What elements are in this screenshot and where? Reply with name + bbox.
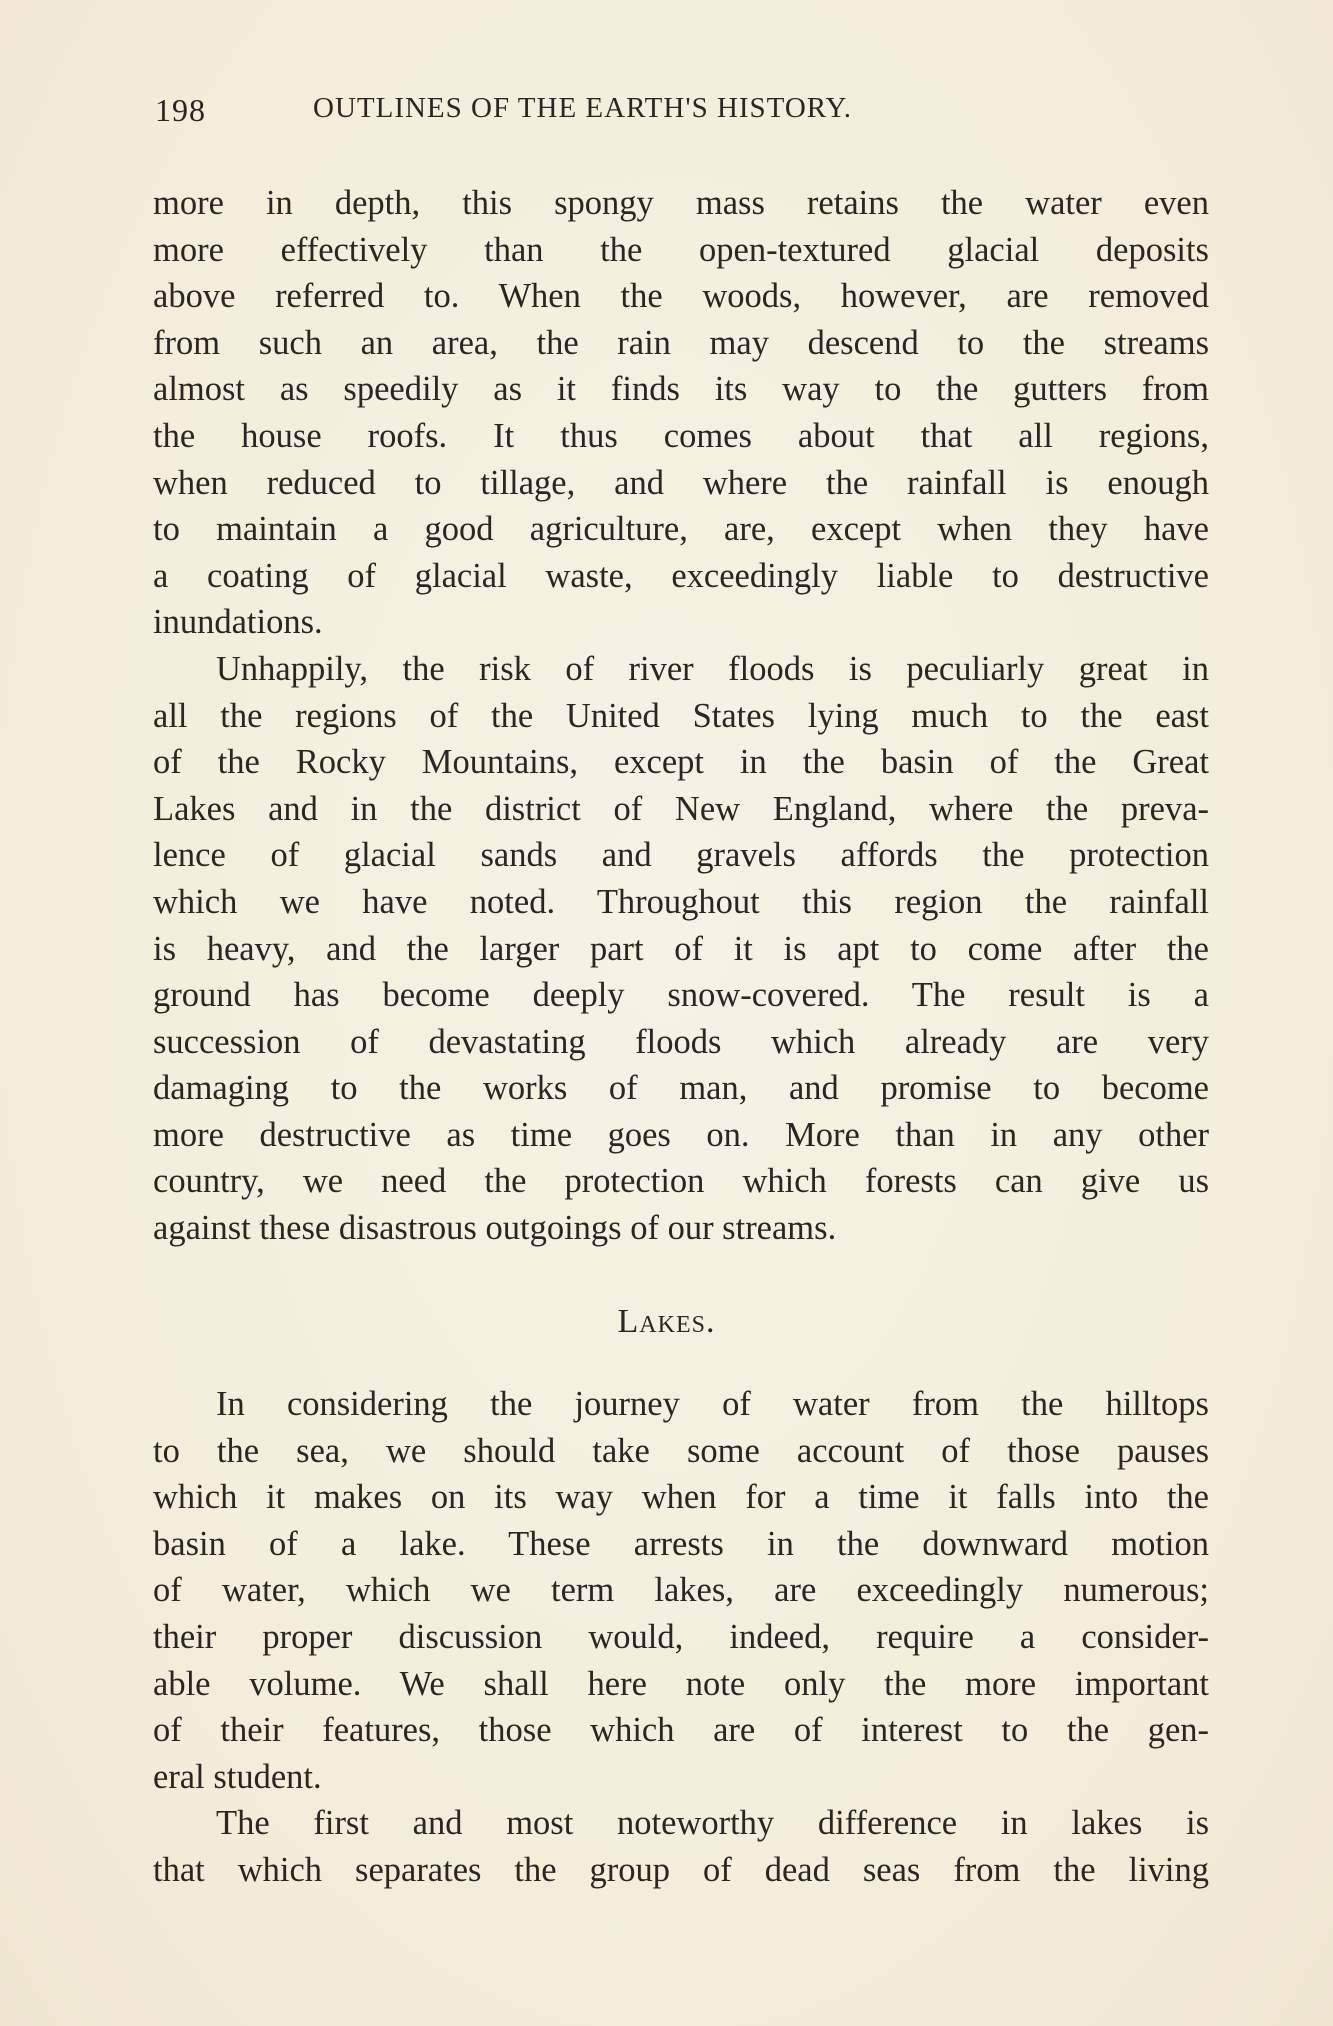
text-line: basin of a lake. These arrests in the downward motion: [153, 1524, 1209, 1563]
text-line: succession of devastating floods which already are very: [153, 1022, 1209, 1061]
paragraph-3: [153, 1381, 1209, 1800]
text-line: that which separates the group of dead seas from the living: [153, 1850, 1209, 1889]
section-heading: Lakes.: [617, 1303, 716, 1340]
text-line: to the sea, we should take some account of those pauses: [153, 1431, 1209, 1470]
text-line: more destructive as time goes on. More than in any other: [153, 1115, 1209, 1154]
paragraph-2: [153, 646, 1209, 1252]
text-line: damaging to the works of man, and promise to become: [153, 1069, 1209, 1108]
text-line: is heavy, and the larger part of it is apt to come after the: [153, 929, 1209, 968]
paragraph-1: [153, 180, 1209, 646]
running-title: OUTLINES OF THE EARTH'S HISTORY.: [313, 92, 853, 124]
text-line: inundations.: [153, 603, 323, 642]
text-line: almost as speedily as it finds its way to the gutters from: [153, 370, 1209, 409]
text-line: country, we need the protection which forests can give us: [153, 1162, 1209, 1201]
text-line: of the Rocky Mountains, except in the basin of the Great: [153, 743, 1209, 782]
text-line: which it makes on its way when for a time it falls into the: [153, 1478, 1209, 1517]
text-line: Unhappily, the risk of river floods is peculiarly great in: [216, 649, 1209, 688]
text-line: against these disastrous outgoings of our streams.: [153, 1209, 837, 1248]
text-line: to maintain a good agriculture, are, except when they have: [153, 510, 1209, 549]
text-line: of water, which we term lakes, are exceedingly numerous;: [153, 1571, 1209, 1610]
page-number: 198: [155, 92, 206, 128]
text-line: more in depth, this spongy mass retains the water even: [153, 184, 1209, 222]
text-line: Lakes and in the district of New England, where the preva-: [153, 789, 1209, 828]
text-line: eral student.: [153, 1757, 322, 1796]
paragraph-4: [153, 1800, 1209, 1893]
text-line: The first and most noteworthy difference in lakes is: [216, 1804, 1209, 1843]
text-line: more effectively than the open-textured glacial deposits: [153, 230, 1209, 269]
text-line: lence of glacial sands and gravels affords the protection: [153, 836, 1209, 875]
text-line: the house roofs. It thus comes about that all regions,: [153, 416, 1209, 455]
text-line: which we have noted. Throughout this region the rainfall: [153, 882, 1209, 921]
section-body-text: [153, 1381, 1209, 1894]
text-line: of their features, those which are of interest to the gen-: [153, 1711, 1209, 1750]
text-line: their proper discussion would, indeed, require a consider-: [153, 1617, 1209, 1656]
text-line: able volume. We shall here note only the more important: [153, 1664, 1209, 1703]
page-header: [155, 92, 1205, 132]
text-line: a coating of glacial waste, exceedingly liable to destructive: [153, 556, 1209, 595]
text-line: ground has become deeply snow-covered. The result is a: [153, 976, 1209, 1015]
body-text: [153, 180, 1209, 1252]
text-line: when reduced to tillage, and where the rainfall is enough: [153, 463, 1209, 502]
text-line: all the regions of the United States lying much to the east: [153, 696, 1209, 735]
text-line: above referred to. When the woods, however, are removed: [153, 277, 1209, 316]
text-line: In considering the journey of water from the hilltops: [216, 1385, 1209, 1423]
text-line: from such an area, the rain may descend to the streams: [153, 323, 1209, 362]
